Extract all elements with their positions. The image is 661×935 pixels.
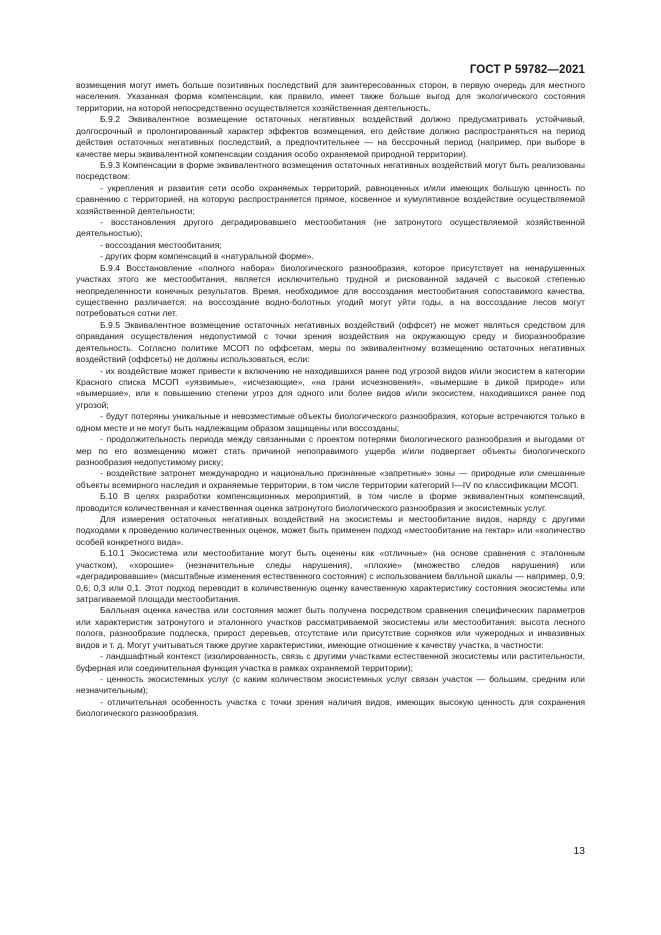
paragraph: возмещения могут иметь больше позитивных последствий для заинтересованных сторон, в первую очередь для местного населения. Указанная форма компенсации, как правило, имеет также больше выгод для экологического состояния территории, на которой непосредственно осуществляется хозяйственная деятельность. <box>76 80 585 113</box>
list-item: - восстановления другого деградировавшего местообитания (не затронутого осуществляемой хозяйственной деятельностью); <box>76 217 585 239</box>
paragraph: Б.9.5 Эквивалентное возмещение остаточных негативных воздействий (оффсет) не может являться средством для оправдания осуществления недопустимой с точки зрения воздействия на окружающую среду и биоразнообразие деятельность. Согласно политике МСОП по оффсетам, меры по эквивалентному возмещению остаточных негативных воздействий (оффсеты) не должны использоваться, если: <box>76 319 585 365</box>
paragraph: Б.9.3 Компенсации в форме эквивалентного возмещения остаточных негативных воздействий могут быть реализованы посредством: <box>76 159 585 182</box>
paragraph: Балльная оценка качества или состояния может быть получена посредством сравнения специфических параметров или характеристик затронутого и эталонного участков рассматриваемой экосистемы или местообитания: высота лесного полога, разнообразие подлеска, прирост деревьев, отсутствие или присутствие сорняков или чужеродных и инвазивных видов и т. д. Могут учитываться также другие характеристики, имеющие отношение к качеству участка, в частности: <box>76 605 585 650</box>
list-item: - отличительная особенность участка с точки зрения наличия видов, имеющих высокую ценность для сохранения биологического разнообразия. <box>76 696 585 719</box>
document-body <box>76 80 585 720</box>
list-item: - будут потеряны уникальные и невозместимые объекты биологического разнообразия, которые встречаются только в одном месте и не могут быть надлежащим образом защищены или воссозданы; <box>76 411 585 433</box>
paragraph: Б.9.2 Эквивалентное возмещение остаточных негативных воздействий должно предусматривать устойчивый, долгосрочный и пролонгированный характер эффектов возмещения, его действие должно распространяться на период действия остаточных негативных последствий, а предпочтительнее — на бессрочный период (например, при выборе в качестве меры эквивалентной компенсации создания особо охраняемой природной территории). <box>76 114 585 159</box>
list-item: - укрепления и развития сети особо охраняемых территорий, равноценных и/или имеющих большую ценность по сравнению с территорией, на которую распространяется прямое, косвенное и кумулятивное воздействие осуществляемой хозяйственной деятельности; <box>76 182 585 216</box>
list-item: - продолжительность периода между связанными с проектом потерями биологического разнообразия и выгодами от мер по его возмещению может стать причиной непоправимого ущерба и/или подвергает объекты биологического разнообразия недопустимому риску; <box>76 434 585 467</box>
list-item: - других форм компенсаций в «натуральной форме». <box>100 251 314 262</box>
page-number: 13 <box>573 845 585 857</box>
list-item: - ландшафтный контекст (изолированность, связь с другими участками естественной экосистемы или растительности, буферная или соединительная функция участка в рамках охраняемой территории); <box>76 651 585 673</box>
list-item: - ценность экосистемных услуг (с каким количеством экосистемных услуг связан участок — большим, средним или незначительным); <box>76 673 585 696</box>
paragraph: Б.9.4 Восстановление «полного набора» биологического разнообразия, которое присутствует на ненарушенных участках этого же местообитания, является исключительно трудной и рискованной задачей с высокой степенью неопределенности конечных результатов. Время, необходимое для воссоздания местообитания сопоставимого качества, существенно различается: на воссоздание водно-болотных угодий могут уйти годы, а на воссоздание лесов могут потребоваться сотни лет. <box>76 262 585 319</box>
list-item: - их воздействие может привести к включению не находившихся ранее под угрозой видов и/или экосистем в категории Красного списка МСОП «уязвимые», «исчезающие», «на грани исчезновения», «вымершие в дикой природе» или «вымершие», или к повышению степени угроз для одного или более видов и/или экосистем, находившихся ранее под угрозой; <box>76 365 585 410</box>
page-header: ГОСТ Р 59782—2021 <box>469 64 585 76</box>
paragraph: Б.10.1 Экосистема или местообитание могут быть оценены как «отличные» (на основе сравнения с эталонным участком), «хорошие» (незначительные следы нарушения), «плохие» (множество следов нарушения) или «деградировавшие» (масштабные изменения естественного состояния) с использованием балльной шкалы — например, 0,9; 0,6; 0,3 или 0,1. Этот подход переводит в количественную оценку качественную характеристику состояния экосистемы или затрагиваемой площади местообитания. <box>76 548 585 604</box>
list-item: - воздействие затронет международно и национально признанные «запретные» зоны — природные или смешанные объекты всемирного наследия и охраняемые территории, в том числе территории категорий I—IV по классификации МСОП. <box>76 468 585 490</box>
list-item: - воссоздания местообитания; <box>100 239 222 250</box>
paragraph: Для измерения остаточных негативных воздействий на экосистемы и местообитание видов, наряду с другими подходами к проведению количественных оценок, может быть применен подход «местообитание на гектар» или «количество особей конкретного вида». <box>76 514 585 547</box>
paragraph: Б.10 В целях разработки компенсационных мероприятий, в том числе в форме эквивалентных компенсаций, проводится количественная и качественная оценка затронутого биологического разнообразия и экосистемных услуг. <box>76 491 585 513</box>
